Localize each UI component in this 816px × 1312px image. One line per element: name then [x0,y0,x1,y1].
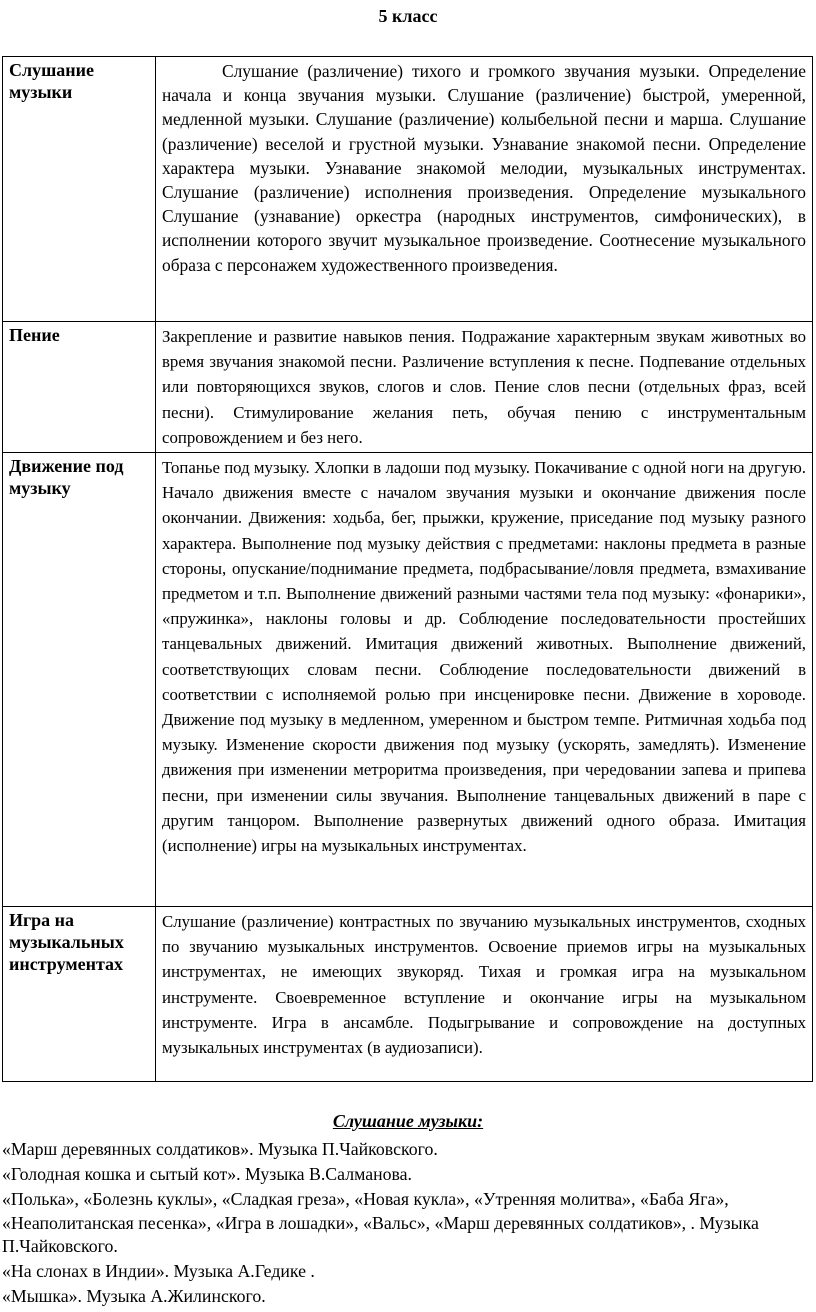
section-content: Топанье под музыку. Хлопки в ладоши под музыку. Покачивание с одной ноги на другую. Начало движения вместе с началом звучания музыки и окончание движения после окончании. Движения: ходьба, бег, прыжки, кружение, приседание под музыку разного характера. Выполнение под музыку действия с предметами: наклоны предмета в разные стороны, опускание/поднимание предмета, подбрасывание/ловля предмета, взмахивание предметом и т.п. Выполнение движений разными частями тела под музыку: «фонарики», «пружинка», наклоны головы и др. Соблюдение последовательности простейших танцевальных движений. Имитация движений животных. Выполнение движений, соответствующих словам песни. Соблюдение последовательности движений в соответствии с исполняемой ролью при инсценировке песни. Движение в хороводе. Движение под музыку в медленном, умеренном и быстром темпе. Ритмичная ходьба под музыку. Изменение скорости движения под музыку (ускорять, замедлять). Изменение движения при изменении метроритма произведения, при чередовании запева и припева песни, при изменении силы звучания. Выполнение танцевальных движений в паре с другим танцором. Выполнение развернутых движений одного образа. Имитация (исполнение) игры на музыкальных инструментах. [156,453,813,907]
table-row [3,907,813,1082]
section-label: Движение под музыку [3,453,156,907]
list-item: «Марш деревянных солдатиков». Музыка П.Чайковского. [2,1139,438,1159]
section-label: Пение [3,322,156,453]
list-item: «Мышка». Музыка А.Жилинского. [2,1286,266,1306]
list-item: «Полька», «Болезнь куклы», «Сладкая греза», «Новая кукла», «Утренняя молитва», «Баба Яга», «Неаполитанская песенка», «Игра в лошадки», «Вальс», «Марш деревянных солдатиков», . Музыка П.Чайковского. [2,1189,759,1256]
table-row [3,322,813,453]
list-item: «Голодная кошка и сытый кот». Музыка В.Салманова. [2,1164,412,1184]
page-heading: 5 класс [378,6,438,26]
works-list [2,1138,814,1310]
table-row [3,57,813,322]
section-content: Слушание (различение) контрастных по звучанию музыкальных инструментов, сходных по звучанию музыкальных инструментов. Освоение приемов игры на музыкальных инструментах, не имеющих звукоряд. Тихая и громкая игра на музыкальном инструменте. Своевременное вступление и окончание игры на музыкальном инструменте. Игра в ансамбле. Подыгрывание и сопровождение на доступных музыкальных инструментах (в аудиозаписи). [156,907,813,1082]
section-content: Слушание (различение) тихого и громкого звучания музыки. Определение начала и конца звучания музыки. Слушание (различение) быстрой, умеренной, медленной музыки. Слушание (различение) колыбельной песни и марша. Слушание (различение) веселой и грустной музыки. Узнавание знакомой песни. Определение характера музыки. Узнавание знакомой мелодии, музыкальных инструментах. Слушание (различение) исполнения произведения. Определение музыкального Слушание (узнавание) оркестра (народных инструментов, симфонических), в исполнении которого звучит музыкальное произведение. Соотнесение музыкального образа с персонажем художественного произведения. [156,57,813,322]
section-label: Слушание музыки [3,57,156,322]
table-row [3,453,813,907]
section-label: Игра на музыкальных инструментах [3,907,156,1082]
section-content: Закрепление и развитие навыков пения. Подражание характерным звукам животных во время звучания знакомой песни. Различение вступления к песне. Подпевание отдельных или повторяющихся звуков, слогов и слов. Пение слов песни (отдельных фраз, всей песни). Стимулирование желания петь, обучая пению с инструментальным сопровождением и без него. [156,322,813,453]
list-item: «На слонах в Индии». Музыка А.Гедике . [2,1261,315,1281]
listening-title: Слушание музыки: [332,1111,484,1131]
curriculum-table [2,56,813,1082]
